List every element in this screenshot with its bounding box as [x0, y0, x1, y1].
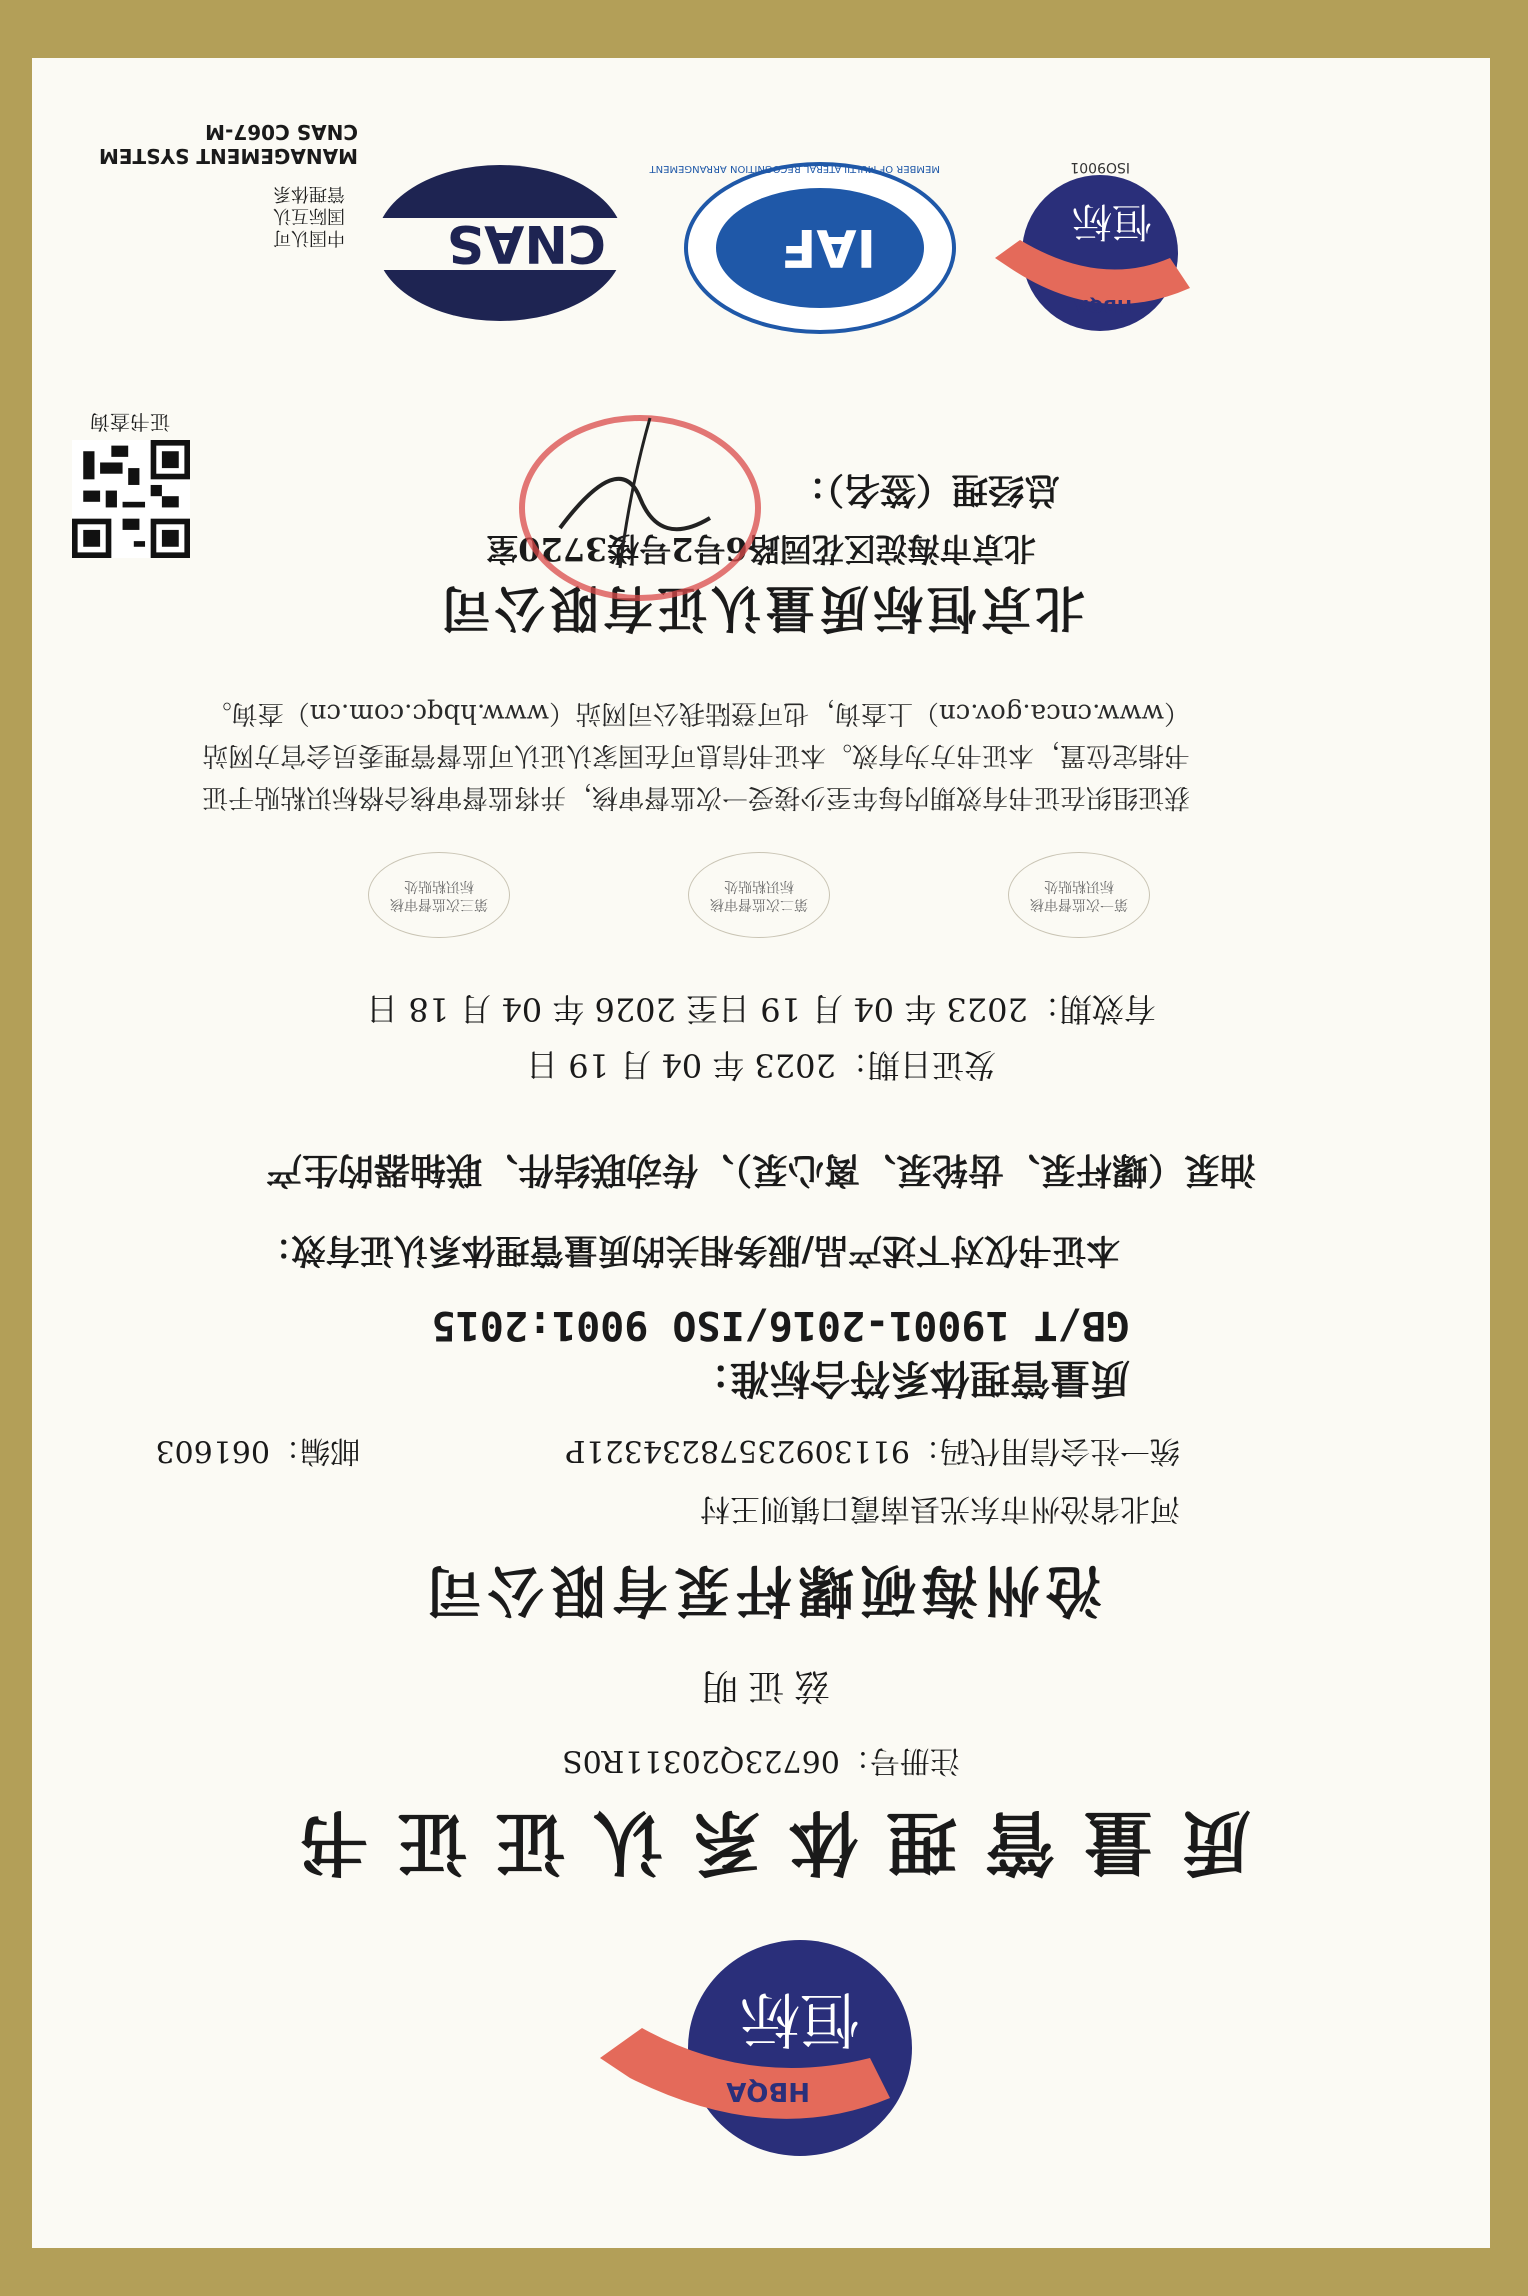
- company-address: 河北省沧州市东光县南霞口镇则王村: [700, 1491, 1180, 1526]
- credit-code: 统一社会信用代码：91130923578234321P: [565, 1433, 1180, 1468]
- audit-stamp-1: [1008, 852, 1150, 938]
- qr-code[interactable]: [72, 440, 190, 558]
- stamp-line: 标识粘贴处: [404, 878, 474, 894]
- qr-label: 证书查询: [90, 410, 170, 434]
- company-name: 沧州海硕螺杆泵有限公司: [420, 1557, 1102, 1623]
- audit-stamp-2: [688, 852, 830, 938]
- general-manager-label: 总经理（签名）：: [789, 469, 1060, 511]
- audit-stamp-3: [368, 852, 510, 938]
- stamp-line: 标识粘贴处: [724, 878, 794, 894]
- iaf-logo: [649, 158, 960, 338]
- hboa-logo: [590, 1928, 930, 2168]
- certificate-document: [32, 58, 1490, 2248]
- hboa-small-logo: [990, 158, 1210, 358]
- postcode: 邮编：061603: [155, 1433, 360, 1468]
- cnas-en-text: [99, 120, 358, 168]
- hboa-en-text: HBQA: [726, 2076, 810, 2106]
- certificate-title: 质量管理体系认证证书: [271, 1801, 1251, 1884]
- company-seal: [510, 408, 770, 608]
- cnas-cn-text: [273, 182, 345, 248]
- standard-value: GB/T 19001-2016/ISO 9001:2015: [431, 1302, 1130, 1348]
- hboa-small-cn: 恒标: [1072, 198, 1152, 244]
- iso-small-text: ISO9001: [1070, 159, 1130, 175]
- registration-number: 注册号：06723Q20311R0S: [562, 1743, 960, 1778]
- cnas-cn-line: 国际互认: [273, 205, 345, 226]
- stamp-line: 第二次监督审核: [710, 896, 808, 912]
- cnas-en-line: CNAS C067-M: [205, 120, 358, 144]
- issue-date: 发证日期：2023 年 04 月 19 日: [526, 1046, 996, 1084]
- iaf-text: IAF: [780, 217, 876, 277]
- hboa-cn-text: 恒标: [740, 1983, 860, 2053]
- cnas-en-line: MANAGEMENT SYSTEM: [98, 144, 358, 168]
- scope-note: 本证书仅对下述产品/服务相关的质量管理体系认证有效：: [257, 1230, 1120, 1270]
- hboa-small-en: HBQA: [1073, 295, 1132, 316]
- certificate-paper: [32, 58, 1490, 2248]
- validity-period: 有效期：2023 年 04 月 19 日至 2026 年 04 月 18 日: [366, 990, 1156, 1028]
- cnas-cn-line: 中国认可: [273, 227, 345, 248]
- issued-text: 兹证明: [692, 1665, 831, 1706]
- scope: 油泵（螺杆泵、齿轮泵、离心泵）、传动联结件、联轴器的生产: [266, 1149, 1257, 1191]
- iaf-ring-text: MEMBER OF MULTILATERAL RECOGNITION ARRANGEMENT: [649, 163, 940, 174]
- stamp-line: 标识粘贴处: [1044, 878, 1114, 894]
- issuer-address: 北京市海淀区花园路6号2号楼3720室: [486, 530, 1036, 568]
- issuer-name: 北京恒标质量认证有限公司: [437, 579, 1085, 638]
- cnas-text: CNAS: [446, 213, 606, 273]
- cnas-logo: [370, 158, 630, 328]
- standard-label: 质量管理体系符合标准：: [690, 1355, 1130, 1402]
- stamp-line: 第三次监督审核: [390, 896, 488, 912]
- certificate-notice: 获证组织在证书有效期内每年至少接受一次监督审核，并将监督审核合格标识粘贴于证书指定位置，本证书方为有效。本证书信息可在国家认证认可监督管理委员会官方网站（www.cnca.gov.cn）上查询，也可登陆我公司网站（www.hbqc.com.cn）查询。: [201, 698, 1190, 812]
- cnas-cn-line: 管理体系: [273, 183, 345, 204]
- stamp-line: 第一次监督审核: [1030, 896, 1128, 912]
